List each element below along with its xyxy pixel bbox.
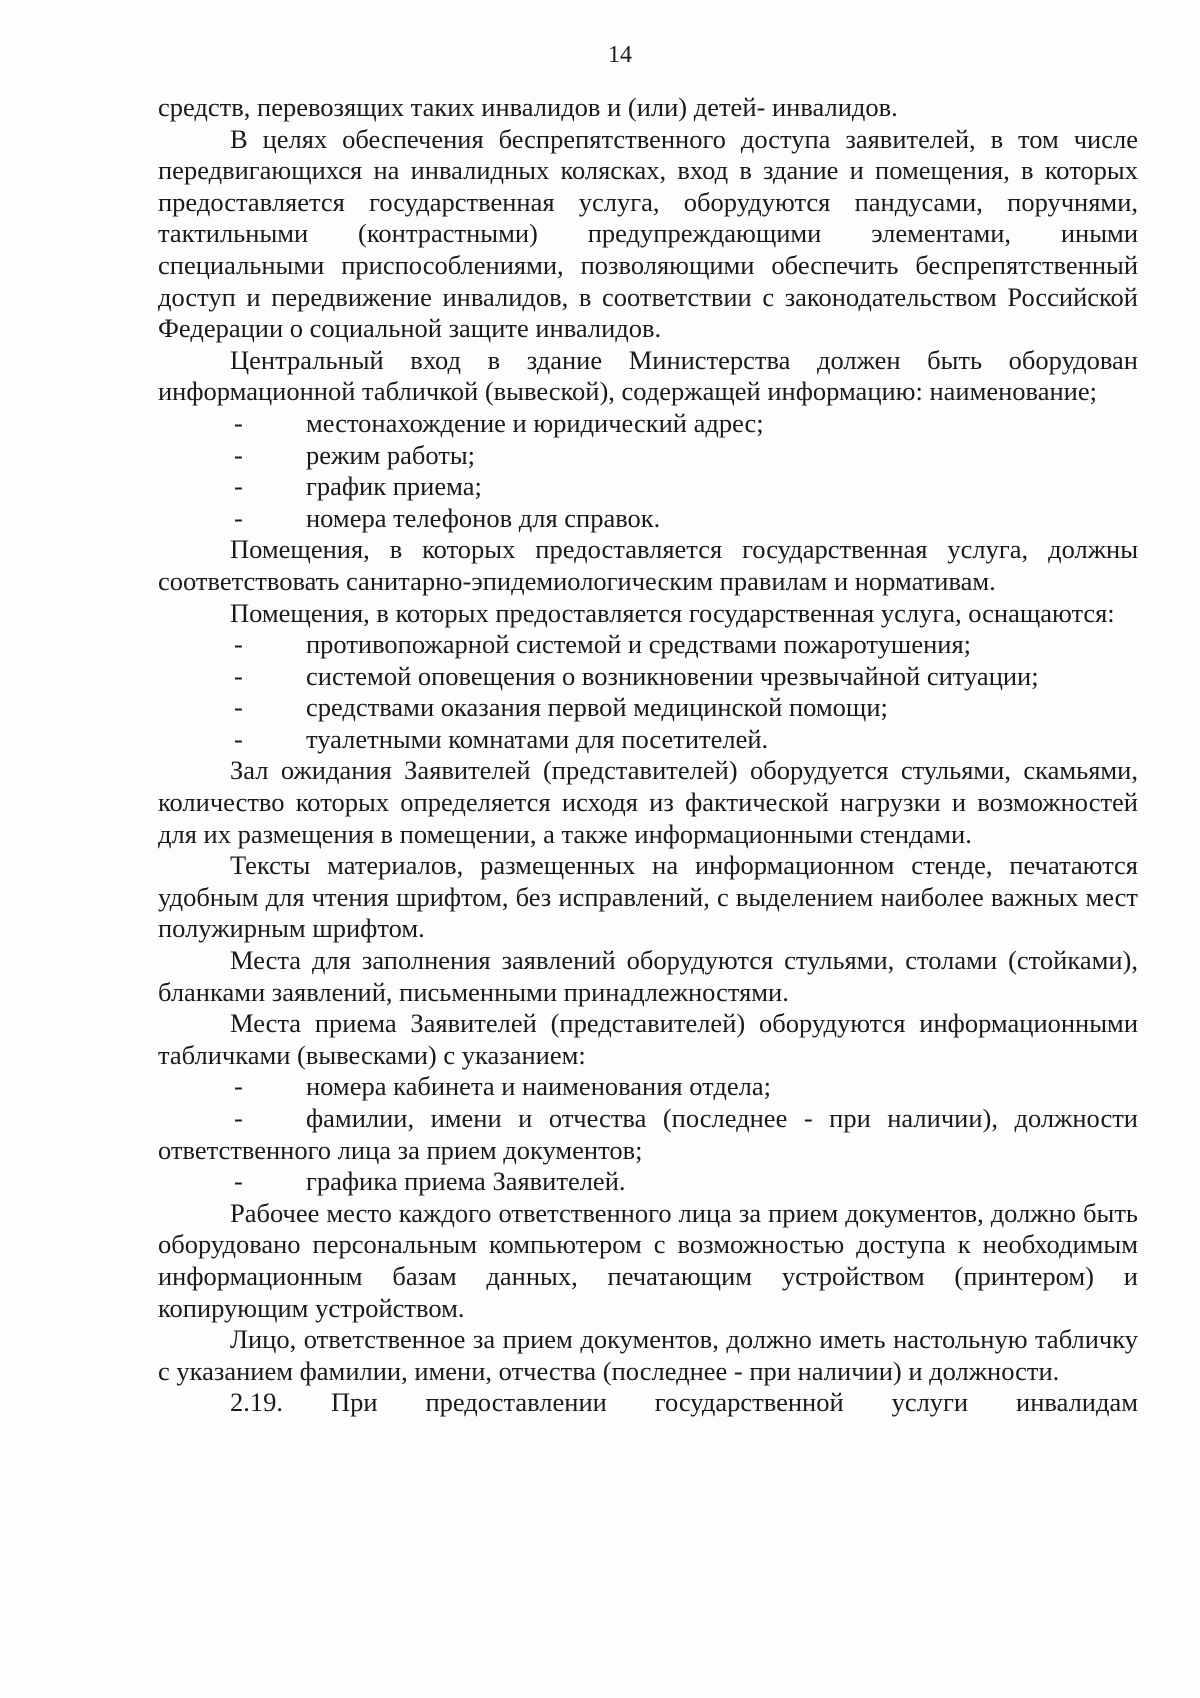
dash-marker: - [234,439,243,470]
paragraph-reception-places: Места приема Заявителей (представителей) оборудуются информационными табличками (вывесками) с указанием: [158,1008,1138,1070]
paragraph-sanitary: Помещения, в которых предоставляется государственная услуга, должны соответствовать санитарно-эпидемиологическим правилам и нормативам. [158,534,1138,596]
paragraph-equipped-with: Помещения, в которых предоставляется государственная услуга, оснащаются: [230,597,1115,628]
dash-marker: - [234,692,243,723]
paragraph-central-entrance: Центральный вход в здание Министерства должен быть оборудован информационной табличкой (вывеской), содержащей информацию: наименование; [158,344,1138,407]
dash-marker: - [234,629,243,660]
list-item: - туалетными комнатами для посетителей. [234,723,769,754]
dash-marker: - [234,1166,243,1197]
paragraph-workplace: Рабочее место каждого ответственного лица за прием документов, должно быть оборудовано персональным компьютером с возможностью доступа к необходимым информационным базам данных, печатающим устройством (принтером) и копирующим устройством. [158,1197,1138,1323]
dash-marker: - [234,471,243,502]
document-body [158,92,1138,1419]
dash-marker: - [234,660,243,691]
list-item: - противопожарной системой и средствами пожаротушения; [234,629,971,660]
paragraph-desk-plate: Лицо, ответственное за прием документов, должно иметь настольную табличку с указанием фамилии, имени, отчества (последнее - при наличии) и должности. [158,1324,1138,1386]
list-signage [158,408,1138,534]
list-item: - номера кабинета и наименования отдела; [234,1071,771,1102]
list-item: - средствами оказания первой медицинской помощи; [234,692,888,723]
page-number: 14 [608,42,632,68]
list-item: - фамилии, имени и отчества (последнее - при наличии), должности ответственного лица за прием документов; [158,1103,1138,1165]
paragraph-form-filling: Места для заполнения заявлений оборудуются стульями, столами (стойками), бланками заявлений, письменными принадлежностями. [158,945,1138,1007]
dash-marker: - [234,502,243,533]
list-item: - режим работы; [234,439,476,470]
list-reception [158,1071,1138,1197]
list-item: - местонахождение и юридический адрес; [234,407,764,438]
paragraph-accessibility: В целях обеспечения беспрепятственного доступа заявителей, в том числе передвигающихся на инвалидных колясках, вход в здание и помещения, в которых предоставляется государственная услуга, оборудуются пандусами, поручнями, тактильными (контрастными) предупреждающими элементами, иными специальными приспособлениями, позволяющими обеспечить беспрепятственный доступ и передвижение инвалидов, в соответствии с законодательством Российской Федерации о социальной защите инвалидов. [158,123,1138,344]
dash-marker: - [234,723,243,754]
paragraph-section-2-19: 2.19. При предоставлении государственной услуги инвалидам [230,1387,1138,1418]
dash-marker: - [234,407,243,438]
dash-marker: - [234,1071,243,1102]
paragraph-waiting-hall: Зал ожидания Заявителей (представителей) оборудуется стульями, скамьями, количество которых определяется исходя из фактической нагрузки и возможностей для их размещения в помещении, а также информационными стендами. [158,755,1138,849]
list-item: - график приема; [234,471,482,502]
list-item: - системой оповещения о возникновении чрезвычайной ситуации; [234,660,1039,691]
list-item: - номера телефонов для справок. [234,502,661,533]
list-item: - графика приема Заявителей. [234,1166,626,1197]
dash-marker: - [234,1103,243,1133]
paragraph-continuation: средств, перевозящих таких инвалидов и (или) детей- инвалидов. [158,92,898,122]
paragraph-stand-texts: Тексты материалов, размещенных на информационном стенде, печатаются удобным для чтения шрифтом, без исправлений, с выделением наиболее важных мест полужирным шрифтом. [158,850,1138,944]
list-equipment [158,629,1138,755]
